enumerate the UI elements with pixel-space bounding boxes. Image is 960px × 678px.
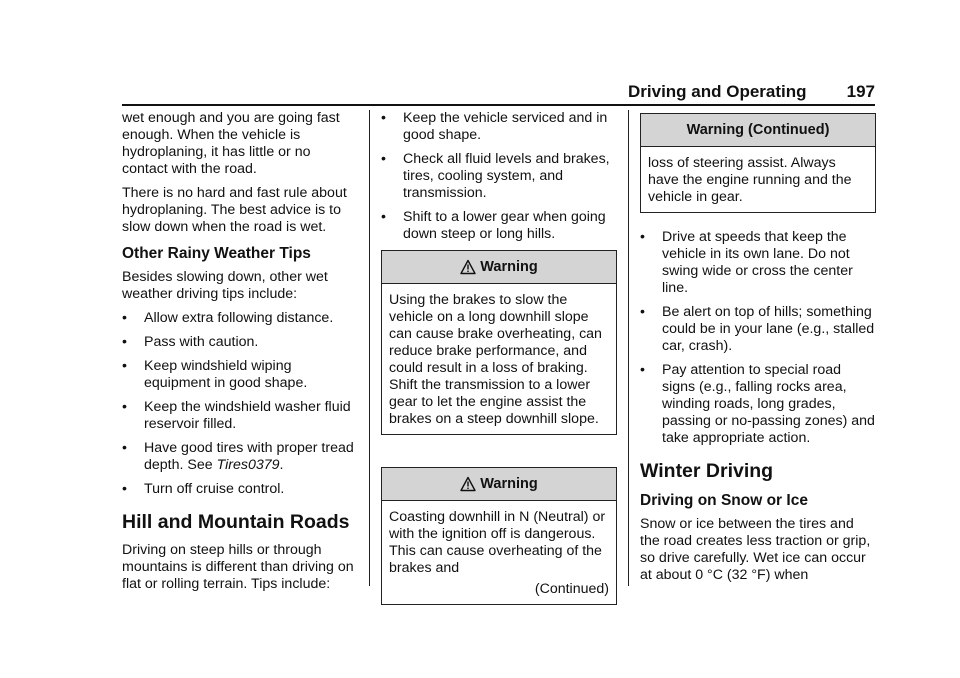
- warning-header: [641, 114, 875, 147]
- bullet-marker: •: [640, 362, 645, 378]
- page-reference-arrow-icon: 0: [247, 457, 256, 473]
- warning-title: Warning: [480, 258, 538, 275]
- warning-box: [381, 467, 617, 605]
- list-item-text: Drive at speeds that keep the vehicle in its own lane. Do not swing wide or cross the center line.: [662, 229, 853, 296]
- column-divider: [369, 110, 370, 586]
- warning-title: Warning (Continued): [686, 121, 830, 138]
- warning-box: [640, 113, 876, 213]
- bullet-marker: •: [122, 334, 127, 350]
- bullet-marker: •: [381, 151, 386, 167]
- list-item: [122, 399, 358, 433]
- paragraph: Besides slowing down, other wet weather driving tips include:: [122, 269, 328, 302]
- list-item-text: Shift to a lower gear when going down steep or long hills.: [403, 209, 606, 242]
- list-item-text: Keep windshield wiping equipment in good shape.: [144, 358, 308, 391]
- column-3: [640, 110, 876, 591]
- bullet-marker: •: [640, 229, 645, 245]
- warning-body: Using the brakes to slow the vehicle on a long downhill slope can cause brake overheating, can reduce brake performance, and could result in a loss of braking. Shift the transmission to a lower gear to let the engine assist the brakes on a steep downhill slope.: [389, 292, 602, 427]
- major-heading: Hill and Mountain Roads: [122, 511, 350, 533]
- list-item: [640, 304, 876, 355]
- bullet-marker: •: [640, 304, 645, 320]
- list-item: [122, 481, 358, 498]
- list-item: [381, 151, 617, 202]
- tires-page-ref[interactable]: 379: [255, 457, 280, 473]
- paragraph: wet enough and you are going fast enough. When the vehicle is hydroplaning, it has little or no contact with the road.: [122, 110, 340, 177]
- list-item: [640, 229, 876, 297]
- list-item: [122, 310, 358, 327]
- bullet-marker: •: [122, 440, 127, 456]
- page-number: 197: [846, 82, 875, 101]
- warning-triangle-icon: [460, 259, 476, 275]
- list-item: [640, 362, 876, 447]
- list-item: [381, 209, 617, 243]
- bullet-marker: •: [122, 481, 127, 497]
- bullet-marker: •: [381, 209, 386, 225]
- section-heading: Driving on Snow or Ice: [640, 492, 808, 509]
- warning-header: [382, 468, 616, 501]
- section-title: Driving and Operating: [628, 82, 807, 101]
- warning-triangle-icon: [460, 476, 476, 492]
- list-item-text: Keep the vehicle serviced and in good shape.: [403, 110, 608, 143]
- bullet-marker: •: [122, 358, 127, 374]
- list-item-text: Keep the windshield washer fluid reservoir filled.: [144, 399, 351, 432]
- list-item-text: Check all fluid levels and brakes, tires, cooling system, and transmission.: [403, 151, 610, 201]
- list-item-text: Pass with caution.: [144, 334, 259, 350]
- list-item: [122, 334, 358, 351]
- list-item-text: [144, 440, 358, 474]
- paragraph: Driving on steep hills or through mountains is different than driving on flat or rolling terrain. Tips include:: [122, 542, 354, 592]
- column-divider: [628, 110, 629, 586]
- continued-label: (Continued): [534, 581, 609, 597]
- page-header: [628, 82, 875, 106]
- warning-title: Warning: [480, 475, 538, 492]
- punctuation: .: [279, 457, 284, 473]
- bullet-marker: •: [122, 310, 127, 326]
- major-heading: Winter Driving: [640, 460, 774, 482]
- list-item: [381, 110, 617, 144]
- list-item-text: Be alert on top of hills; something could be in your lane (e.g., stalled car, crash).: [662, 304, 875, 354]
- list-item-text-prefix: Have good tires with proper tread depth. See: [144, 440, 354, 473]
- bullet-marker: •: [381, 110, 386, 126]
- warning-box: [381, 250, 617, 435]
- warning-header: [382, 251, 616, 284]
- header-rule: [122, 104, 875, 106]
- list-item-text: Allow extra following distance.: [144, 310, 334, 326]
- paragraph: Snow or ice between the tires and the road creates less traction or grip, so drive carefully. Wet ice can occur at about 0 °C (32 °F) when: [640, 516, 871, 583]
- paragraph: There is no hard and fast rule about hydroplaning. The best advice is to slow down when the road is wet.: [122, 185, 347, 235]
- tires-link[interactable]: Tires: [216, 457, 248, 473]
- warning-body-text: Coasting downhill in N (Neutral) or with the ignition off is dangerous. This can cause overheating of the brakes and: [389, 509, 606, 576]
- column-2: [381, 110, 617, 615]
- list-item-text: Pay attention to special road signs (e.g., falling rocks area, winding roads, long grades, passing or no-passing zones) and take appropriate action.: [662, 362, 875, 446]
- section-heading: Other Rainy Weather Tips: [122, 245, 311, 262]
- warning-body: loss of steering assist. Always have the engine running and the vehicle in gear.: [648, 155, 852, 205]
- column-1: [122, 110, 358, 600]
- list-item: [122, 440, 358, 474]
- list-item: [122, 358, 358, 392]
- bullet-marker: •: [122, 399, 127, 415]
- list-item-text: Turn off cruise control.: [144, 481, 285, 497]
- warning-body: [382, 501, 616, 604]
- spacer: [381, 445, 617, 463]
